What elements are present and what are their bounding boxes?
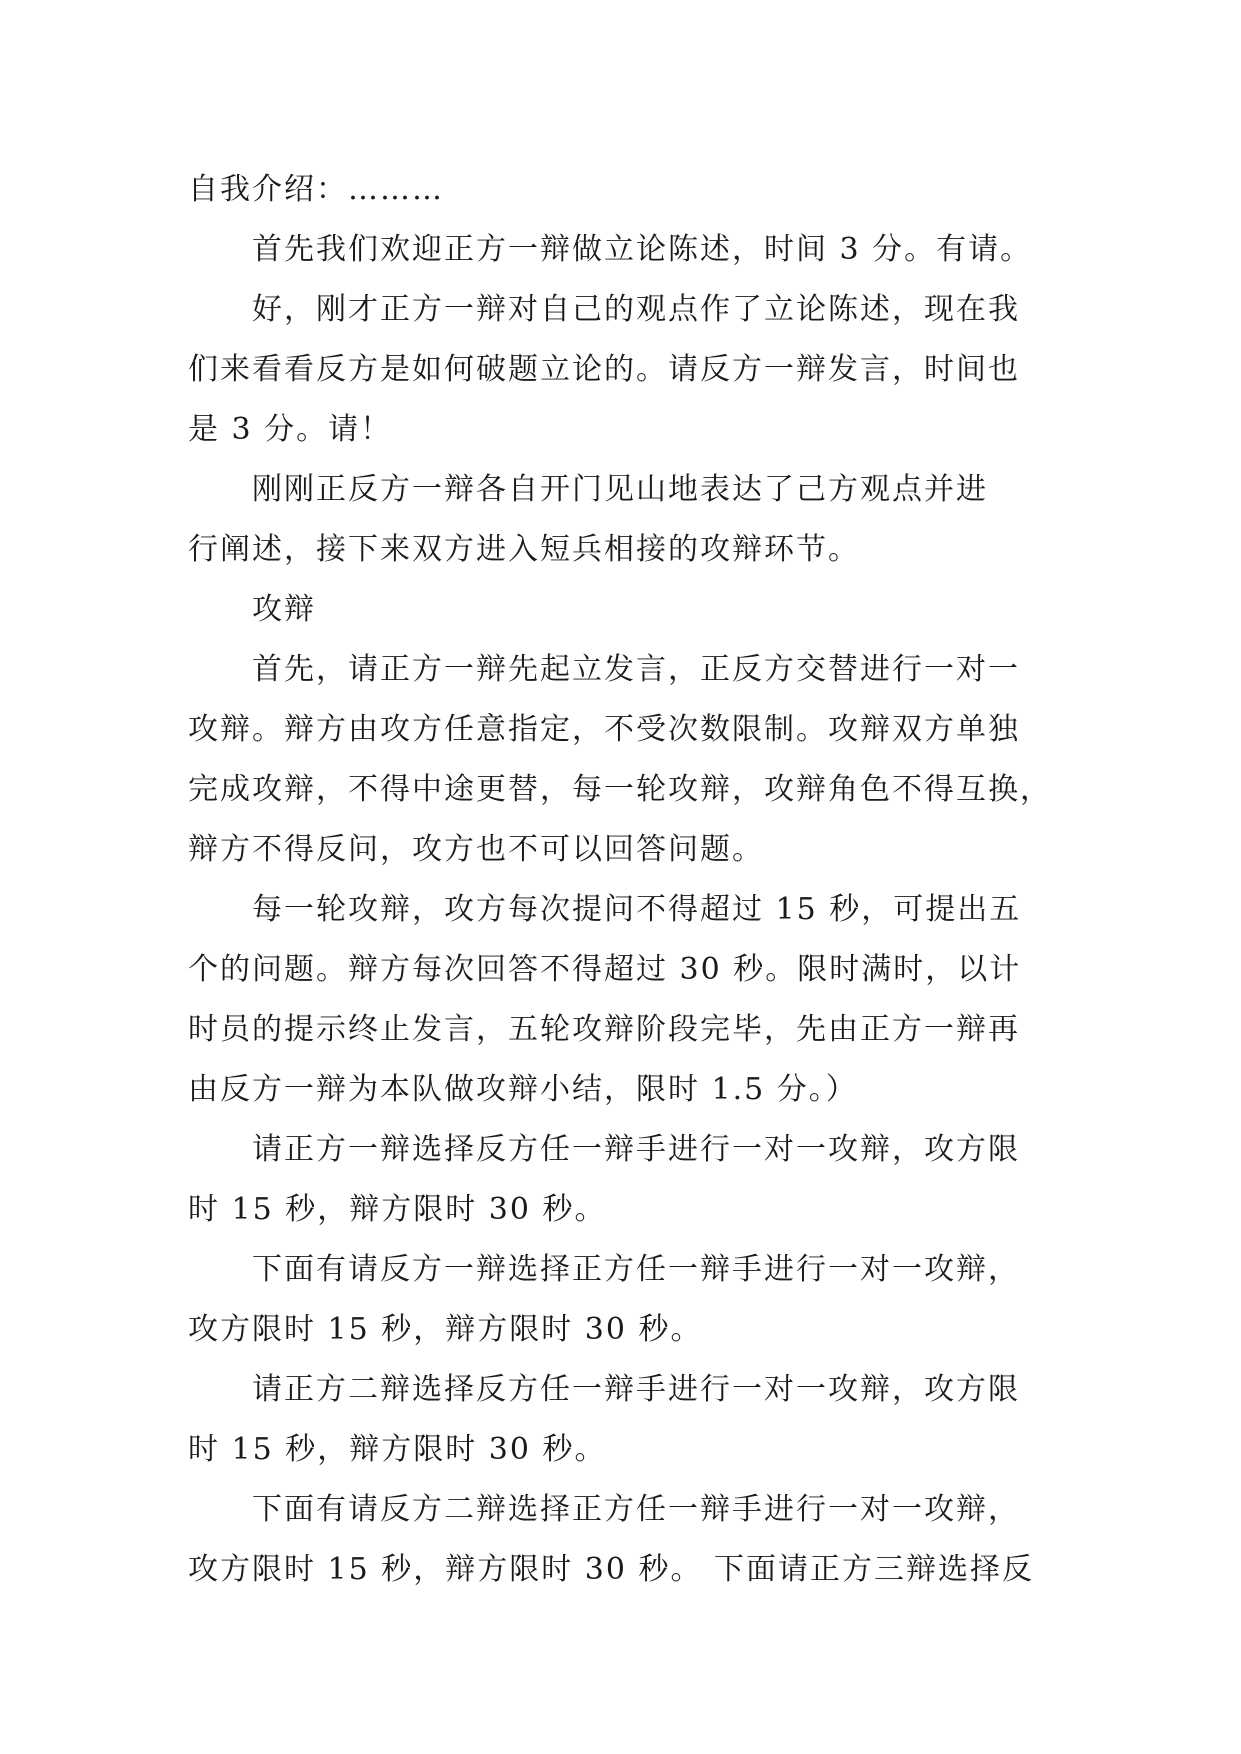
text-line: 请正方二辩选择反方任一辩手进行一对一攻辩，攻方限 — [252, 1372, 1020, 1407]
text-line: 攻方限时 15 秒，辩方限时 30 秒。 — [188, 1312, 703, 1347]
text-line: 完成攻辩，不得中途更替，每一轮攻辩，攻辩角色不得互换， — [188, 772, 1052, 807]
text-line: 们来看看反方是如何破题立论的。请反方一辩发言，时间也 — [188, 352, 1020, 387]
text-line: 时员的提示终止发言，五轮攻辩阶段完毕，先由正方一辩再 — [188, 1012, 1020, 1047]
text-line: 下面有请反方二辩选择正方任一辩手进行一对一攻辩， — [252, 1492, 1020, 1527]
text-line: 刚刚正反方一辩各自开门见山地表达了己方观点并进 — [252, 472, 988, 507]
section-heading: 攻辩 — [252, 592, 316, 627]
text-line: 时 15 秒，辩方限时 30 秒。 — [188, 1432, 607, 1467]
text-line: 下面有请反方一辩选择正方任一辩手进行一对一攻辩， — [252, 1252, 1020, 1287]
text-line: 攻方限时 15 秒，辩方限时 30 秒。 下面请正方三辩选择反 — [188, 1552, 1035, 1587]
text-line: 自我介绍：……… — [188, 172, 444, 207]
text-line: 每一轮攻辩，攻方每次提问不得超过 15 秒，可提出五 — [252, 892, 1022, 927]
text-line: 由反方一辩为本队做攻辩小结，限时 1.5 分。） — [188, 1072, 858, 1107]
text-line: 攻辩。辩方由攻方任意指定，不受次数限制。攻辩双方单独 — [188, 712, 1020, 747]
document-body — [188, 160, 1068, 1600]
text-line: 是 3 分。请！ — [188, 412, 393, 447]
text-line: 好，刚才正方一辩对自己的观点作了立论陈述，现在我 — [252, 292, 1020, 327]
text-line: 行阐述，接下来双方进入短兵相接的攻辩环节。 — [188, 532, 860, 567]
text-line: 时 15 秒，辩方限时 30 秒。 — [188, 1192, 607, 1227]
text-line: 首先我们欢迎正方一辩做立论陈述，时间 3 分。有请。 — [252, 232, 1033, 267]
text-line: 请正方一辩选择反方任一辩手进行一对一攻辩，攻方限 — [252, 1132, 1020, 1167]
text-line: 辩方不得反问，攻方也不可以回答问题。 — [188, 832, 764, 867]
text-line: 首先，请正方一辩先起立发言，正反方交替进行一对一 — [252, 652, 1020, 687]
text-line: 个的问题。辩方每次回答不得超过 30 秒。限时满时，以计 — [188, 952, 1022, 987]
